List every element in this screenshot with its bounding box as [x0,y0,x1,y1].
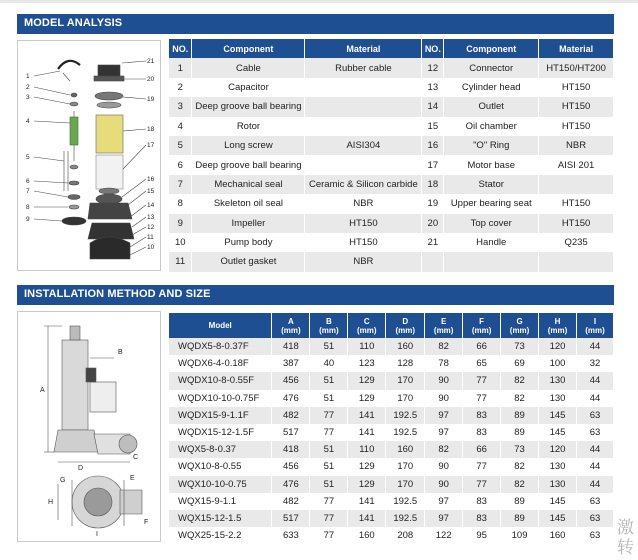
parts-cell-component: Outlet [444,97,539,116]
size-cell-value: 110 [348,338,386,355]
dimension-label-f: F [144,519,149,526]
size-header-cell [348,313,386,338]
parts-cell-material: AISI304 [305,136,422,155]
size-cell-value: 129 [348,390,386,407]
size-cell-value: 109 [501,527,539,544]
parts-cell-no: 4 [169,117,192,136]
size-cell-value: 51 [310,372,348,389]
parts-cell-component: Mechanical seal [192,175,305,194]
size-cell-value: 69 [501,355,539,372]
size-cell-model: WQDX10-10-0.75F [169,390,272,407]
size-header-unit: (mm) [471,325,492,335]
size-cell-value: 141 [348,493,386,510]
size-row [169,493,614,510]
parts-row [169,175,614,194]
top-rule [0,0,638,3]
parts-cell-no: 16 [422,136,444,155]
size-cell-value: 482 [272,493,310,510]
dimension-label-d: D [78,465,84,472]
size-header-label: F [479,316,485,326]
size-cell-value: 192.5 [386,424,425,441]
parts-cell-material: HT150 [539,194,614,213]
callout-label: 9 [26,216,30,223]
size-cell-value: 77 [463,372,501,389]
size-cell-value: 123 [348,355,386,372]
parts-cell-no: 12 [422,58,444,77]
dimension-label-b: B [118,349,123,356]
size-cell-value: 97 [425,424,463,441]
size-cell-value: 160 [348,527,386,544]
parts-row [169,117,614,136]
callout-label: 21 [147,58,155,65]
size-cell-value: 170 [386,390,425,407]
size-row [169,424,614,441]
parts-row [169,97,614,116]
size-table-header [169,313,614,338]
size-cell-value: 145 [539,407,577,424]
parts-cell-no: 13 [422,78,444,97]
callout-label: 13 [147,214,155,221]
size-cell-value: 160 [386,441,425,458]
size-cell-value: 77 [463,476,501,493]
dimension-label-a: A [40,387,45,394]
size-cell-value: 77 [310,424,348,441]
size-row [169,338,614,355]
parts-cell-material: Ceramic & Silicon carbide [305,175,422,194]
size-header-label: H [554,316,561,326]
size-row [169,458,614,475]
size-table [169,313,614,544]
parts-cell-no: 10 [169,233,192,252]
size-cell-value: 145 [539,493,577,510]
header-component: Component [192,39,305,58]
parts-table-header [169,39,614,58]
callout-label: 5 [26,154,30,161]
parts-cell-no: 8 [169,194,192,213]
size-cell-value: 83 [463,407,501,424]
size-header-unit: (mm) [509,325,530,335]
size-cell-value: 66 [463,338,501,355]
callout-label: 8 [26,204,30,211]
watermark-line: 激 转 [617,518,634,558]
size-cell-value: 120 [539,441,577,458]
parts-cell-material: NBR [305,194,422,213]
size-cell-value: 122 [425,527,463,544]
watermark-text [617,518,634,558]
callout-label: 12 [147,224,155,231]
size-header-cell [169,313,272,338]
size-cell-model: WQX10-10-0.75 [169,476,272,493]
size-cell-value: 90 [425,476,463,493]
size-row [169,441,614,458]
parts-cell-material [305,97,422,116]
size-cell-value: 89 [501,510,539,527]
size-cell-value: 82 [501,390,539,407]
size-header-unit: (mm) [433,325,454,335]
parts-cell-no: 5 [169,136,192,155]
size-cell-value: 63 [576,493,613,510]
size-cell-value: 97 [425,510,463,527]
size-cell-value: 633 [272,527,310,544]
size-cell-value: 77 [310,493,348,510]
size-cell-value: 95 [463,527,501,544]
size-row [169,510,614,527]
size-cell-model: WQX15-9-1.1 [169,493,272,510]
size-cell-value: 170 [386,458,425,475]
installation-figure [17,311,161,542]
size-cell-value: 82 [501,372,539,389]
size-cell-value: 97 [425,407,463,424]
size-cell-value: 73 [501,338,539,355]
callout-label: 15 [147,188,155,195]
size-cell-value: 44 [576,390,613,407]
size-cell-value: 51 [310,338,348,355]
size-cell-value: 192.5 [386,510,425,527]
size-cell-value: 44 [576,338,613,355]
parts-row [169,155,614,174]
parts-cell-material [305,117,422,136]
parts-cell-component: Outlet gasket [192,252,305,271]
section-underline [17,303,614,305]
size-cell-value: 387 [272,355,310,372]
callout-label: 6 [26,178,30,185]
parts-cell-no: 20 [422,214,444,233]
parts-cell-component: "O" Ring [444,136,539,155]
size-cell-value: 82 [425,441,463,458]
parts-cell-no: 9 [169,214,192,233]
section-underline [17,32,614,34]
size-cell-model: WQDX15-9-1.1F [169,407,272,424]
parts-table [169,39,614,272]
parts-cell-no: 21 [422,233,444,252]
parts-cell-component: Deep groove ball bearing [192,155,305,174]
parts-cell-material [305,78,422,97]
parts-cell-material [539,252,614,271]
size-header-label: A [288,316,294,326]
size-cell-model: WQX25-15-2.2 [169,527,272,544]
callout-label: 3 [26,94,30,101]
size-cell-value: 90 [425,372,463,389]
size-cell-value: 418 [272,441,310,458]
parts-cell-material: HT150 [539,214,614,233]
callout-label: 17 [147,142,155,149]
parts-cell-no: 6 [169,155,192,174]
size-cell-value: 145 [539,510,577,527]
size-header-cell [386,313,425,338]
size-cell-value: 82 [501,458,539,475]
size-cell-value: 160 [386,338,425,355]
size-header-unit: (mm) [395,325,416,335]
callout-label: 7 [26,188,30,195]
size-cell-value: 130 [539,476,577,493]
parts-cell-material: HT150 [305,214,422,233]
size-header-cell [463,313,501,338]
size-cell-value: 130 [539,390,577,407]
size-cell-value: 44 [576,372,613,389]
parts-cell-component: Oil chamber [444,117,539,136]
size-cell-value: 44 [576,441,613,458]
callout-label: 16 [147,176,155,183]
size-cell-value: 129 [348,372,386,389]
size-row [169,355,614,372]
size-cell-model: WQX5-8-0.37 [169,441,272,458]
parts-cell-material: HT150 [539,97,614,116]
size-cell-value: 77 [463,458,501,475]
parts-cell-no: 11 [169,252,192,271]
parts-cell-no: 18 [422,175,444,194]
size-cell-value: 517 [272,510,310,527]
size-header-unit: (mm) [585,325,605,335]
section-title-installation: INSTALLATION METHOD AND SIZE [17,285,614,303]
size-cell-value: 77 [310,407,348,424]
size-cell-value: 192.5 [386,493,425,510]
dimension-label-g: G [60,477,66,484]
size-cell-value: 130 [539,372,577,389]
header-no: NO. [422,39,444,58]
size-cell-value: 90 [425,390,463,407]
size-cell-value: 482 [272,407,310,424]
parts-cell-no: 3 [169,97,192,116]
size-cell-value: 77 [310,510,348,527]
size-header-label: C [363,316,370,326]
exploded-view-figure [17,40,161,271]
size-cell-value: 40 [310,355,348,372]
callout-label: 19 [147,96,155,103]
size-row [169,527,614,544]
size-header-cell [425,313,463,338]
size-header-unit: (mm) [357,325,377,335]
size-cell-value: 110 [348,441,386,458]
size-row [169,390,614,407]
size-header-cell [272,313,310,338]
size-row [169,476,614,493]
size-cell-value: 77 [310,527,348,544]
size-cell-value: 97 [425,493,463,510]
size-cell-value: 63 [576,424,613,441]
parts-cell-component: Top cover [444,214,539,233]
parts-cell-component: Upper bearing seat [444,194,539,213]
parts-cell-component: Capacitor [192,78,305,97]
parts-cell-component: Long screw [192,136,305,155]
size-cell-model: WQDX6-4-0.18F [169,355,272,372]
parts-row [169,58,614,77]
size-header-unit: (mm) [281,325,301,335]
parts-cell-component: Stator [444,175,539,194]
parts-cell-component: Motor base [444,155,539,174]
header-no: NO. [169,39,192,58]
size-cell-value: 44 [576,458,613,475]
callout-label: 4 [26,118,30,125]
parts-cell-no: 15 [422,117,444,136]
callout-label: 11 [147,234,154,241]
exploded-pump-diagram [18,41,160,270]
size-cell-value: 63 [576,407,613,424]
header-material: Material [305,39,422,58]
parts-cell-material: Q235 [539,233,614,252]
parts-row [169,194,614,213]
dimension-label-c: C [133,454,139,461]
parts-cell-material: Rubber cable [305,58,422,77]
size-header-label: G [516,316,523,326]
parts-row [169,252,614,271]
parts-row [169,233,614,252]
callout-label: 1 [26,73,30,80]
size-cell-value: 160 [539,527,577,544]
dimension-label-h: H [48,499,54,506]
size-cell-value: 120 [539,338,577,355]
size-cell-value: 517 [272,424,310,441]
parts-cell-component: Pump body [192,233,305,252]
parts-cell-component: Deep groove ball bearing [192,97,305,116]
header-material: Material [539,39,614,58]
size-cell-value: 51 [310,390,348,407]
size-cell-value: 141 [348,424,386,441]
size-cell-value: 83 [463,493,501,510]
size-cell-value: 44 [576,476,613,493]
size-header-label: B [325,316,332,326]
size-cell-value: 476 [272,390,310,407]
installation-dimension-diagram [18,312,160,541]
size-header-cell [501,313,539,338]
parts-cell-component: Connector [444,58,539,77]
parts-cell-no: 2 [169,78,192,97]
size-cell-value: 32 [576,355,613,372]
parts-cell-no: 19 [422,194,444,213]
parts-row [169,214,614,233]
size-header-cell [310,313,348,338]
dimension-label-e: E [130,475,135,482]
dimension-label-i: I [96,531,98,538]
size-cell-value: 145 [539,424,577,441]
size-header-cell [576,313,613,338]
parts-cell-component: Impeller [192,214,305,233]
size-cell-value: 82 [501,476,539,493]
size-cell-value: 141 [348,407,386,424]
size-cell-value: 66 [463,441,501,458]
callout-label: 20 [147,76,155,83]
callout-label: 10 [147,244,155,251]
size-header-unit: (mm) [319,325,339,335]
size-cell-value: 83 [463,510,501,527]
size-cell-value: 456 [272,458,310,475]
section-title-model-analysis: MODEL ANALYSIS [17,14,614,32]
size-cell-value: 456 [272,372,310,389]
size-cell-value: 476 [272,476,310,493]
size-cell-value: 89 [501,424,539,441]
size-cell-model: WQDX15-12-1.5F [169,424,272,441]
size-cell-value: 73 [501,441,539,458]
size-cell-value: 82 [425,338,463,355]
size-cell-value: 130 [539,458,577,475]
size-cell-model: WQX10-8-0.55 [169,458,272,475]
callout-label: 2 [26,84,30,91]
parts-cell-material: NBR [305,252,422,271]
size-cell-value: 83 [463,424,501,441]
parts-cell-component: Skeleton oil seal [192,194,305,213]
size-cell-model: WQX15-12-1.5 [169,510,272,527]
parts-cell-material: AISI 201 [539,155,614,174]
size-cell-value: 170 [386,476,425,493]
size-cell-value: 51 [310,476,348,493]
parts-row [169,78,614,97]
parts-cell-no: 17 [422,155,444,174]
size-cell-value: 418 [272,338,310,355]
size-cell-value: 89 [501,493,539,510]
size-cell-value: 65 [463,355,501,372]
size-cell-value: 129 [348,476,386,493]
parts-cell-component [444,252,539,271]
size-cell-value: 100 [539,355,577,372]
parts-cell-no: 14 [422,97,444,116]
size-header-label: D [402,316,409,326]
parts-cell-component: Cylinder head [444,78,539,97]
parts-cell-material: HT150 [539,117,614,136]
callout-label: 14 [147,202,155,209]
size-header-label: E [441,316,447,326]
size-header-label: Model [208,321,232,330]
header-component: Component [444,39,539,58]
parts-cell-no: 7 [169,175,192,194]
size-cell-value: 141 [348,510,386,527]
size-cell-value: 63 [576,510,613,527]
size-header-cell [539,313,577,338]
size-cell-value: 192.5 [386,407,425,424]
size-row [169,407,614,424]
size-cell-value: 51 [310,458,348,475]
size-cell-value: 90 [425,458,463,475]
size-cell-value: 77 [463,390,501,407]
size-cell-value: 129 [348,458,386,475]
size-cell-value: 208 [386,527,425,544]
size-header-unit: (mm) [547,325,568,335]
parts-cell-material: NBR [539,136,614,155]
parts-row [169,136,614,155]
size-header-label: I [593,316,597,326]
parts-cell-material: HT150/HT200 [539,58,614,77]
parts-cell-material [305,155,422,174]
parts-cell-no [422,252,444,271]
size-row [169,372,614,389]
size-cell-value: 128 [386,355,425,372]
parts-cell-material: HT150 [539,78,614,97]
parts-cell-component: Cable [192,58,305,77]
size-cell-value: 51 [310,441,348,458]
parts-cell-material [539,175,614,194]
size-cell-value: 170 [386,372,425,389]
size-cell-value: 89 [501,407,539,424]
size-cell-model: WQDX10-8-0.55F [169,372,272,389]
parts-cell-component: Handle [444,233,539,252]
size-cell-value: 78 [425,355,463,372]
size-cell-value: 63 [576,527,613,544]
callout-label: 18 [147,126,155,133]
parts-cell-material: HT150 [305,233,422,252]
size-cell-model: WQDX5-8-0.37F [169,338,272,355]
parts-cell-component: Rotor [192,117,305,136]
parts-cell-no: 1 [169,58,192,77]
